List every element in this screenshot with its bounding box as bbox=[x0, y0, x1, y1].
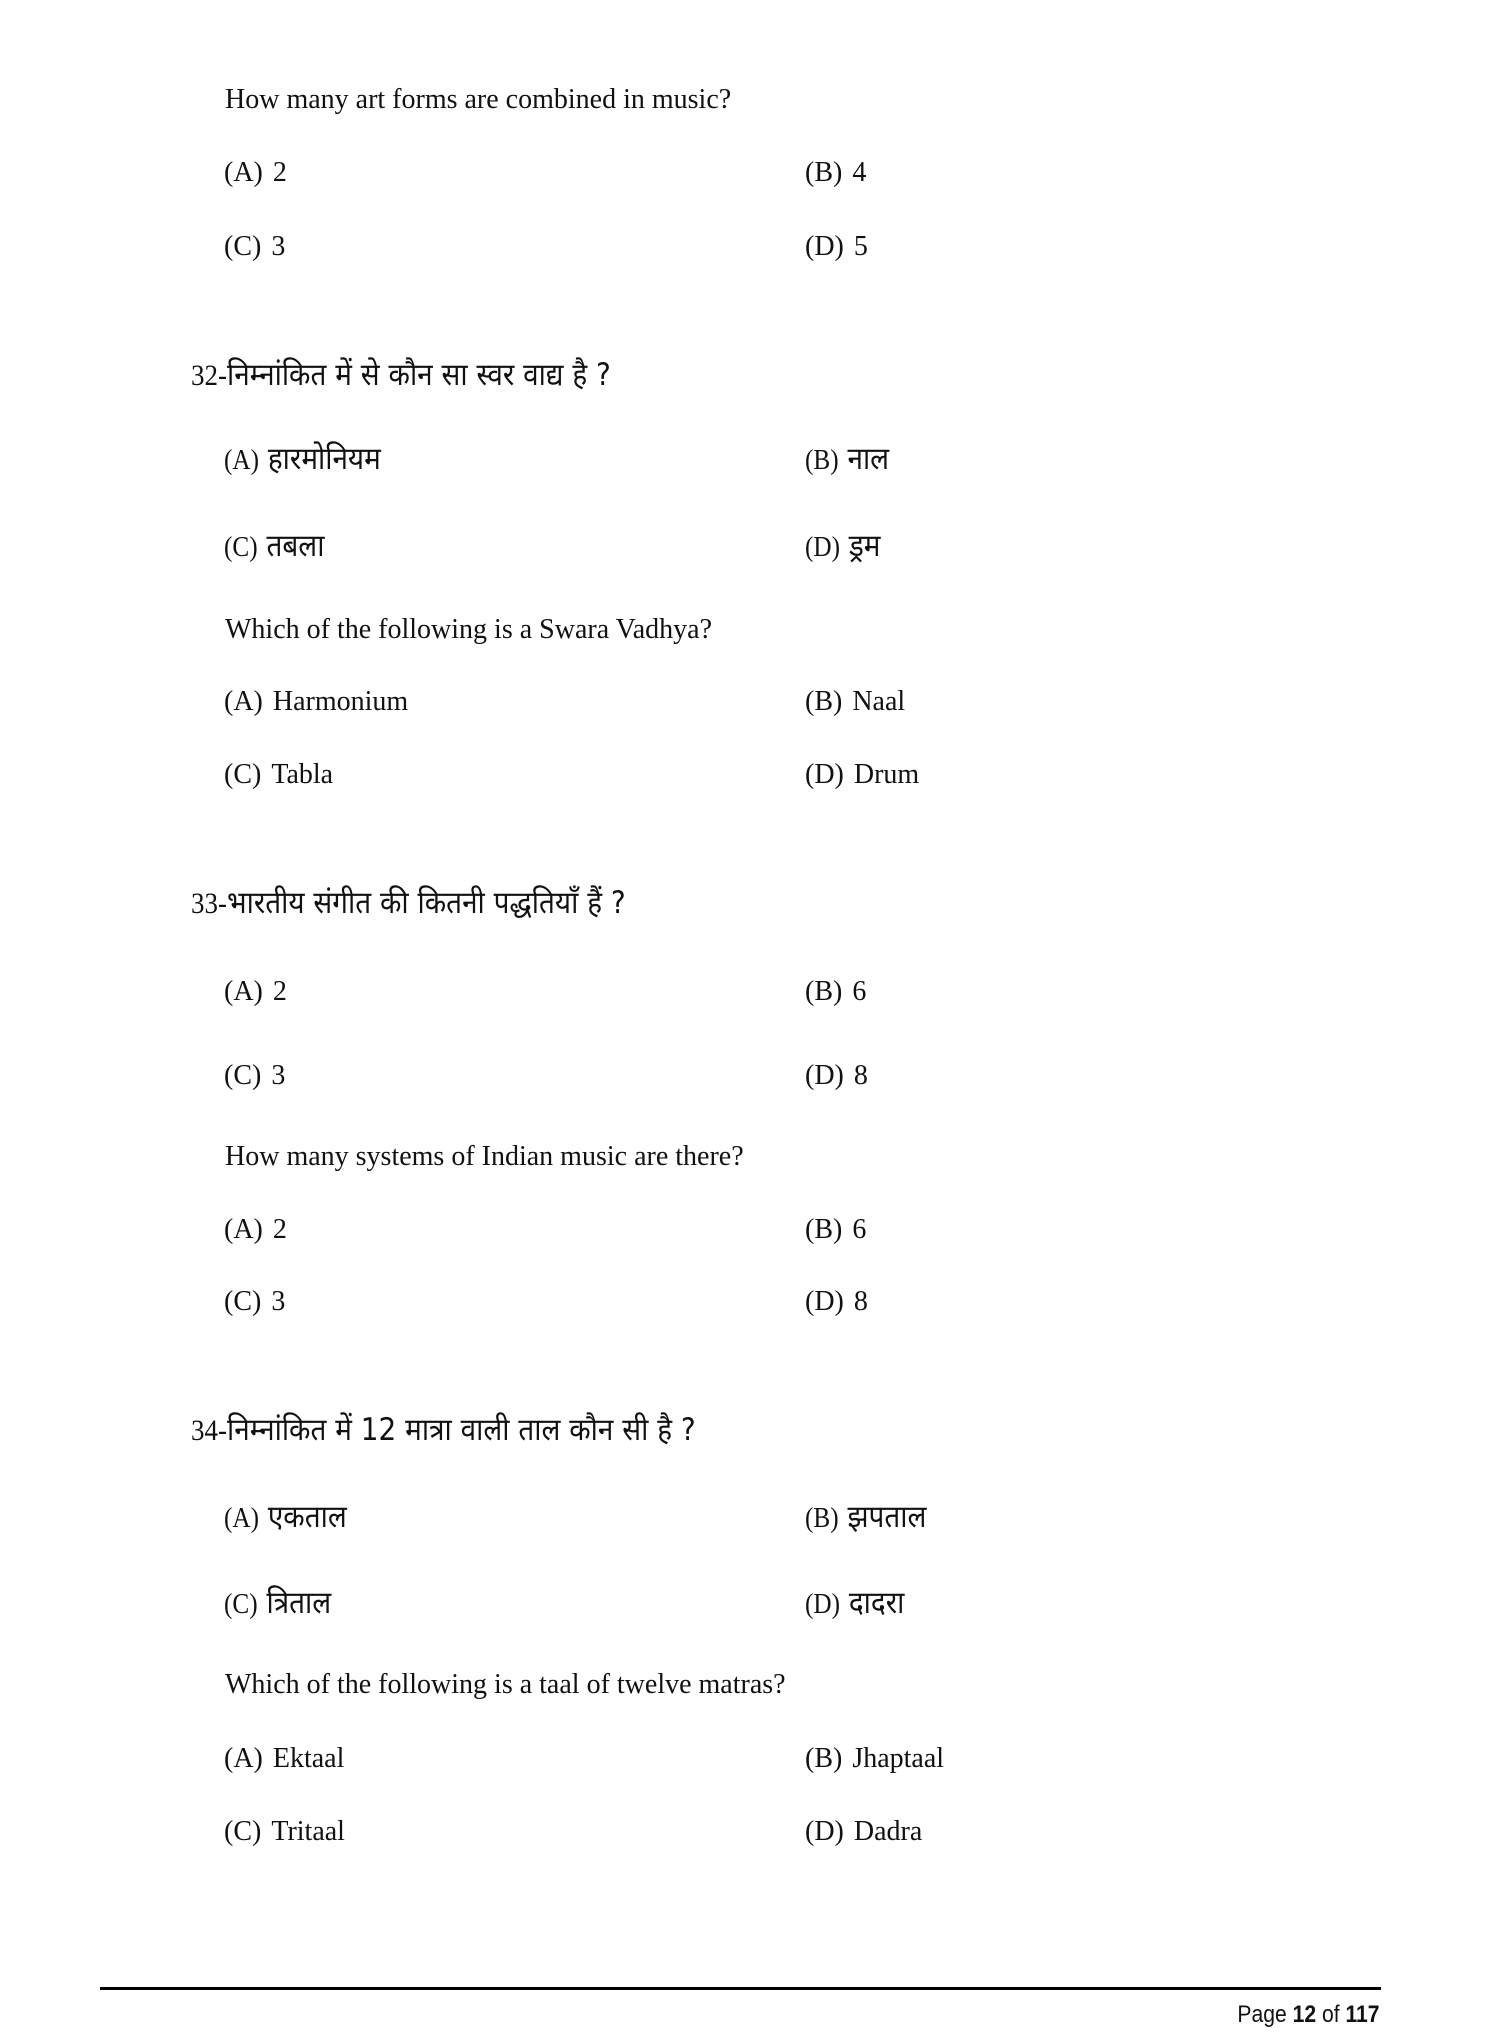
option-a bbox=[224, 1745, 344, 1773]
option-c bbox=[224, 1818, 345, 1846]
option-label: (B) bbox=[805, 976, 843, 1007]
page-prefix: Page bbox=[1237, 2001, 1288, 2028]
option-value: Drum bbox=[853, 759, 920, 790]
option-d bbox=[805, 1585, 905, 1621]
option-label: (A) bbox=[224, 157, 263, 188]
option-value: Jhaptaal bbox=[852, 1743, 945, 1774]
question-text-hindi: निम्नांकित में से कौन सा स्वर वाद्य है ? bbox=[227, 357, 611, 393]
option-value: ड्रम bbox=[848, 528, 881, 564]
option-label: (B) bbox=[805, 157, 843, 188]
option-value: 6 bbox=[852, 976, 867, 1007]
option-label: (A) bbox=[224, 445, 259, 476]
option-value: हारमोनियम bbox=[267, 441, 381, 477]
option-a bbox=[224, 441, 381, 477]
option-value: तबला bbox=[266, 528, 325, 564]
page-number bbox=[1238, 2003, 1380, 2027]
option-value: 2 bbox=[272, 976, 287, 1007]
option-value: Ektaal bbox=[272, 1743, 345, 1774]
option-value: 8 bbox=[853, 1286, 868, 1317]
option-value: 3 bbox=[271, 231, 286, 262]
option-c bbox=[224, 233, 285, 261]
option-value: 2 bbox=[272, 1214, 287, 1245]
option-b bbox=[805, 441, 890, 477]
option-label: (D) bbox=[805, 1589, 840, 1620]
option-label: (B) bbox=[805, 686, 843, 717]
question-text-english: Which of the following is a taal of twelve matras? bbox=[225, 1669, 786, 1700]
option-b bbox=[805, 1745, 944, 1773]
option-label: (D) bbox=[805, 1060, 844, 1091]
question-number: 33- bbox=[191, 887, 227, 920]
page-of: of bbox=[1322, 2001, 1341, 2028]
option-c bbox=[224, 528, 325, 564]
option-b bbox=[805, 978, 866, 1006]
total-pages: 117 bbox=[1345, 2001, 1380, 2028]
option-label: (A) bbox=[224, 1503, 259, 1534]
option-b bbox=[805, 1499, 927, 1535]
option-value: झपताल bbox=[847, 1499, 927, 1535]
option-label: (D) bbox=[805, 759, 844, 790]
option-label: (A) bbox=[224, 1743, 263, 1774]
option-a bbox=[224, 978, 287, 1006]
option-value: दादरा bbox=[848, 1585, 905, 1621]
option-value: Tritaal bbox=[271, 1816, 345, 1847]
option-d bbox=[805, 233, 868, 261]
option-label: (D) bbox=[805, 231, 844, 262]
option-value: Tabla bbox=[271, 759, 334, 790]
question-number: 32- bbox=[191, 359, 227, 392]
question-heading-hindi bbox=[191, 885, 626, 921]
option-label: (C) bbox=[224, 759, 262, 790]
option-value: 3 bbox=[271, 1286, 286, 1317]
option-c bbox=[224, 761, 333, 789]
option-value: 5 bbox=[853, 231, 868, 262]
option-c bbox=[224, 1585, 332, 1621]
option-value: Naal bbox=[852, 686, 906, 717]
option-label: (C) bbox=[224, 1286, 262, 1317]
question-heading-hindi bbox=[191, 357, 611, 393]
option-label: (A) bbox=[224, 1214, 263, 1245]
option-b bbox=[805, 1216, 866, 1244]
question-text-english: How many systems of Indian music are there? bbox=[225, 1141, 744, 1172]
option-c bbox=[224, 1288, 285, 1316]
option-a bbox=[224, 1499, 347, 1535]
option-a bbox=[224, 688, 408, 716]
option-a bbox=[224, 159, 287, 187]
option-label: (D) bbox=[805, 532, 840, 563]
option-value: एकताल bbox=[267, 1499, 347, 1535]
question-text-hindi: निम्नांकित में 12 मात्रा वाली ताल कौन सी है ? bbox=[227, 1412, 696, 1448]
option-value: त्रिताल bbox=[266, 1585, 332, 1621]
option-value: 8 bbox=[853, 1060, 868, 1091]
option-value: 2 bbox=[272, 157, 287, 188]
option-label: (B) bbox=[805, 445, 839, 476]
option-c bbox=[224, 1062, 285, 1090]
current-page: 12 bbox=[1293, 2001, 1317, 2028]
option-value: Dadra bbox=[853, 1816, 923, 1847]
question-heading-hindi bbox=[191, 1412, 696, 1448]
option-label: (B) bbox=[805, 1214, 843, 1245]
option-label: (C) bbox=[224, 532, 258, 563]
option-label: (B) bbox=[805, 1503, 839, 1534]
option-label: (C) bbox=[224, 1816, 262, 1847]
option-label: (D) bbox=[805, 1286, 844, 1317]
question-number: 34- bbox=[191, 1414, 227, 1447]
option-label: (A) bbox=[224, 976, 263, 1007]
question-text-english: How many art forms are combined in music? bbox=[225, 84, 732, 115]
option-label: (C) bbox=[224, 231, 262, 262]
question-text-english: Which of the following is a Swara Vadhya? bbox=[225, 614, 713, 645]
option-value: 4 bbox=[852, 157, 867, 188]
option-d bbox=[805, 761, 919, 789]
option-label: (D) bbox=[805, 1816, 844, 1847]
option-label: (C) bbox=[224, 1589, 258, 1620]
option-label: (C) bbox=[224, 1060, 262, 1091]
option-value: 3 bbox=[271, 1060, 286, 1091]
option-b bbox=[805, 688, 905, 716]
option-d bbox=[805, 1818, 922, 1846]
option-a bbox=[224, 1216, 287, 1244]
option-d bbox=[805, 1062, 868, 1090]
option-d bbox=[805, 1288, 868, 1316]
option-label: (B) bbox=[805, 1743, 843, 1774]
option-label: (A) bbox=[224, 686, 263, 717]
option-b bbox=[805, 159, 866, 187]
option-value: 6 bbox=[852, 1214, 867, 1245]
option-value: Harmonium bbox=[272, 686, 409, 717]
option-value: नाल bbox=[847, 441, 890, 477]
question-text-hindi: भारतीय संगीत की कितनी पद्धतियाँ हैं ? bbox=[227, 885, 626, 921]
option-d bbox=[805, 528, 881, 564]
footer-divider bbox=[100, 1987, 1381, 1990]
